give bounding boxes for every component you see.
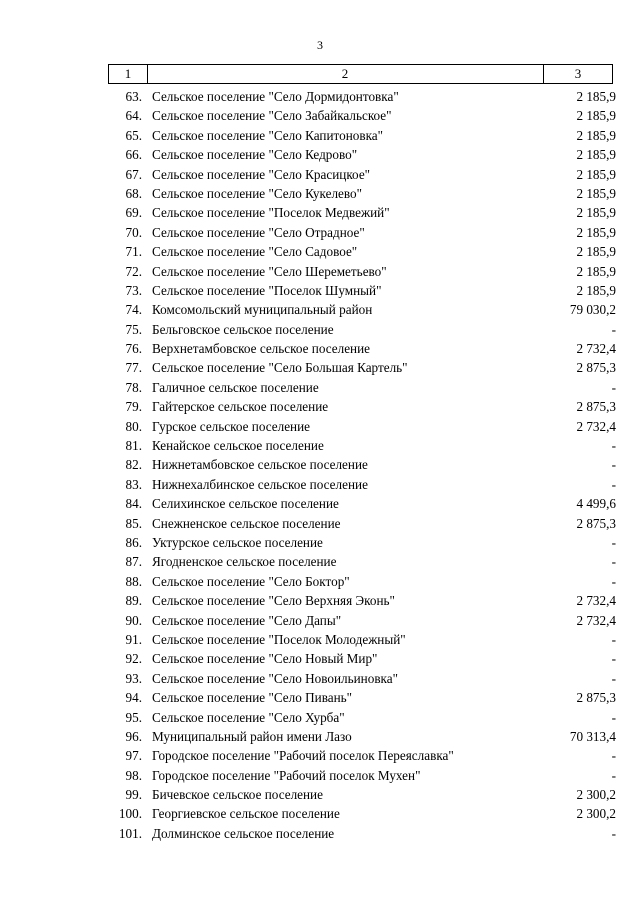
- page-number: 3: [317, 38, 323, 52]
- settlement-name: Сельское поселение "Село Хурба": [152, 709, 345, 725]
- table-row: [0, 766, 640, 785]
- row-number: 97.: [125, 748, 142, 764]
- settlement-name: Бичевское сельское поселение: [152, 787, 323, 803]
- row-number: 101.: [118, 825, 142, 841]
- settlement-name: Сельское поселение "Село Шереметьево": [152, 263, 387, 279]
- amount-value: 2 185,9: [576, 205, 616, 221]
- row-number: 87.: [125, 554, 142, 570]
- amount-value: 2 185,9: [576, 282, 616, 298]
- settlement-name: Сельское поселение "Село Забайкальское": [152, 108, 392, 124]
- settlement-name: Сельское поселение "Село Пивань": [152, 690, 353, 706]
- settlement-name: Сельское поселение "Село Кукелево": [152, 185, 362, 201]
- amount-value: -: [611, 767, 616, 783]
- table-row: [0, 572, 640, 591]
- table-row: [0, 649, 640, 668]
- settlement-name: Сельское поселение "Село Дормидонтовка": [152, 89, 399, 104]
- amount-value: -: [611, 825, 616, 841]
- settlement-name: Бельговское сельское поселение: [152, 321, 334, 337]
- settlement-name: Сельское поселение "Село Отрадное": [152, 224, 365, 240]
- row-number: 76.: [125, 341, 142, 357]
- row-number: 79.: [125, 399, 142, 415]
- settlement-name: Городское поселение "Рабочий поселок Мухен": [152, 767, 421, 783]
- row-number: 84.: [125, 496, 142, 512]
- table-row: [0, 87, 640, 106]
- amount-value: -: [611, 709, 616, 725]
- row-number: 95.: [125, 709, 142, 725]
- row-number: 98.: [125, 767, 142, 783]
- row-number: 82.: [125, 457, 142, 473]
- table-row: [0, 262, 640, 281]
- row-number: 86.: [125, 534, 142, 550]
- amount-value: 2 185,9: [576, 166, 616, 182]
- row-number: 99.: [125, 787, 142, 803]
- row-number: 92.: [125, 651, 142, 667]
- table-row: [0, 708, 640, 727]
- settlement-name: Сельское поселение "Поселок Медвежий": [152, 205, 390, 221]
- row-number: 70.: [125, 224, 142, 240]
- table-body: [0, 87, 640, 843]
- table-row: [0, 436, 640, 455]
- amount-value: 2 300,2: [576, 787, 616, 803]
- settlement-name: Сельское поселение "Село Новый Мир": [152, 651, 378, 667]
- settlement-name: Сельское поселение "Село Кедрово": [152, 147, 358, 163]
- amount-value: 2 732,4: [576, 593, 616, 609]
- table-row: [0, 746, 640, 765]
- amount-value: -: [611, 438, 616, 454]
- amount-value: 2 185,9: [576, 263, 616, 279]
- settlement-name: Сельское поселение "Село Боктор": [152, 573, 350, 589]
- table-row: [0, 106, 640, 125]
- table-row: [0, 397, 640, 416]
- table-row: [0, 455, 640, 474]
- settlement-name: Сельское поселение "Село Красицкое": [152, 166, 371, 182]
- table-row: [0, 494, 640, 513]
- table-row: [0, 824, 640, 843]
- amount-value: 70 313,4: [569, 728, 616, 744]
- amount-value: 2 875,3: [576, 515, 616, 531]
- amount-value: -: [611, 631, 616, 647]
- row-number: 71.: [125, 244, 142, 260]
- amount-value: 2 185,9: [576, 108, 616, 124]
- header-col-3: 3: [574, 66, 582, 81]
- settlement-name: Городское поселение "Рабочий поселок Переяславка": [152, 748, 454, 764]
- settlement-name: Селихинское сельское поселение: [152, 496, 339, 512]
- settlement-name: Галичное сельское поселение: [152, 379, 319, 395]
- table-row: [0, 165, 640, 184]
- table-row: [0, 320, 640, 339]
- table-row: [0, 688, 640, 707]
- settlement-name: Гайтерское сельское поселение: [152, 399, 329, 415]
- row-number: 66.: [125, 147, 142, 163]
- amount-value: -: [611, 651, 616, 667]
- settlement-name: Муниципальный район имени Лазо: [152, 728, 352, 744]
- settlement-name: Гурское сельское поселение: [152, 418, 311, 434]
- row-number: 89.: [125, 593, 142, 609]
- amount-value: 2 732,4: [576, 612, 616, 628]
- settlement-name: Сельское поселение "Поселок Шумный": [152, 282, 382, 298]
- settlement-name: Нижнетамбовское сельское поселение: [152, 457, 368, 473]
- amount-value: -: [611, 321, 616, 337]
- row-number: 72.: [125, 263, 142, 279]
- row-number: 85.: [125, 515, 142, 531]
- row-number: 63.: [125, 89, 142, 104]
- settlement-name: Сельское поселение "Село Новоильиновка": [152, 670, 398, 686]
- row-number: 69.: [125, 205, 142, 221]
- amount-value: -: [611, 476, 616, 492]
- settlement-name: Комсомольский муниципальный район: [152, 302, 373, 318]
- table-row: [0, 184, 640, 203]
- row-number: 88.: [125, 573, 142, 589]
- table-row: [0, 126, 640, 145]
- row-number: 75.: [125, 321, 142, 337]
- table-row: [0, 145, 640, 164]
- table-row: [0, 281, 640, 300]
- row-number: 83.: [125, 476, 142, 492]
- table-row: [0, 475, 640, 494]
- row-number: 91.: [125, 631, 142, 647]
- table-row: [0, 358, 640, 377]
- settlement-name: Верхнетамбовское сельское поселение: [152, 341, 371, 357]
- amount-value: 2 185,9: [576, 89, 616, 104]
- row-number: 64.: [125, 108, 142, 124]
- settlement-name: Сельское поселение "Поселок Молодежный": [152, 631, 406, 647]
- row-number: 74.: [125, 302, 142, 318]
- amount-value: 2 300,2: [576, 806, 616, 822]
- row-number: 81.: [125, 438, 142, 454]
- row-number: 96.: [125, 728, 142, 744]
- row-number: 65.: [125, 127, 142, 143]
- row-number: 68.: [125, 185, 142, 201]
- row-number: 100.: [118, 806, 142, 822]
- row-number: 94.: [125, 690, 142, 706]
- table-row: [0, 533, 640, 552]
- settlement-name: Ягодненское сельское поселение: [152, 554, 337, 570]
- amount-value: 79 030,2: [569, 302, 616, 318]
- settlement-name: Снежненское сельское поселение: [152, 515, 341, 531]
- table-row: [0, 223, 640, 242]
- amount-value: 4 499,6: [576, 496, 616, 512]
- table-row: [0, 804, 640, 823]
- settlement-name: Нижнехалбинское сельское поселение: [152, 476, 368, 492]
- amount-value: -: [611, 554, 616, 570]
- row-number: 73.: [125, 282, 142, 298]
- settlement-name: Сельское поселение "Село Дапы": [152, 612, 342, 628]
- table-row: [0, 630, 640, 649]
- settlement-name: Георгиевское сельское поселение: [152, 806, 340, 822]
- table-header: [108, 64, 613, 84]
- row-number: 77.: [125, 360, 142, 376]
- row-number: 80.: [125, 418, 142, 434]
- amount-value: -: [611, 379, 616, 395]
- settlement-name: Уктурское сельское поселение: [152, 534, 323, 550]
- amount-value: 2 185,9: [576, 147, 616, 163]
- amount-value: 2 875,3: [576, 360, 616, 376]
- amount-value: -: [611, 670, 616, 686]
- row-number: 90.: [125, 612, 142, 628]
- table-row: [0, 300, 640, 319]
- row-number: 78.: [125, 379, 142, 395]
- amount-value: 2 875,3: [576, 399, 616, 415]
- table-row: [0, 378, 640, 397]
- amount-value: 2 732,4: [576, 341, 616, 357]
- settlement-name: Кенайское сельское поселение: [152, 438, 324, 454]
- amount-value: -: [611, 748, 616, 764]
- table-row: [0, 514, 640, 533]
- header-col-2: 2: [147, 65, 544, 83]
- table-row: [0, 785, 640, 804]
- table-row: [0, 417, 640, 436]
- row-number: 93.: [125, 670, 142, 686]
- table-row: [0, 203, 640, 222]
- header-col-1: 1: [109, 65, 148, 83]
- amount-value: -: [611, 457, 616, 473]
- table-row: [0, 339, 640, 358]
- settlement-name: Сельское поселение "Село Садовое": [152, 244, 358, 260]
- table-row: [0, 552, 640, 571]
- amount-value: -: [611, 534, 616, 550]
- settlement-name: Сельское поселение "Село Верхняя Эконь": [152, 593, 395, 609]
- table-row: [0, 669, 640, 688]
- amount-value: 2 185,9: [576, 244, 616, 260]
- amount-value: 2 875,3: [576, 690, 616, 706]
- table-row: [0, 727, 640, 746]
- amount-value: 2 185,9: [576, 224, 616, 240]
- amount-value: -: [611, 573, 616, 589]
- settlement-name: Сельское поселение "Село Большая Картель": [152, 360, 408, 376]
- amount-value: 2 732,4: [576, 418, 616, 434]
- amount-value: 2 185,9: [576, 127, 616, 143]
- row-number: 67.: [125, 166, 142, 182]
- table-row: [0, 611, 640, 630]
- table-row: [0, 591, 640, 610]
- settlement-name: Сельское поселение "Село Капитоновка": [152, 127, 384, 143]
- settlement-name: Долминское сельское поселение: [152, 825, 335, 841]
- table-row: [0, 242, 640, 261]
- amount-value: 2 185,9: [576, 185, 616, 201]
